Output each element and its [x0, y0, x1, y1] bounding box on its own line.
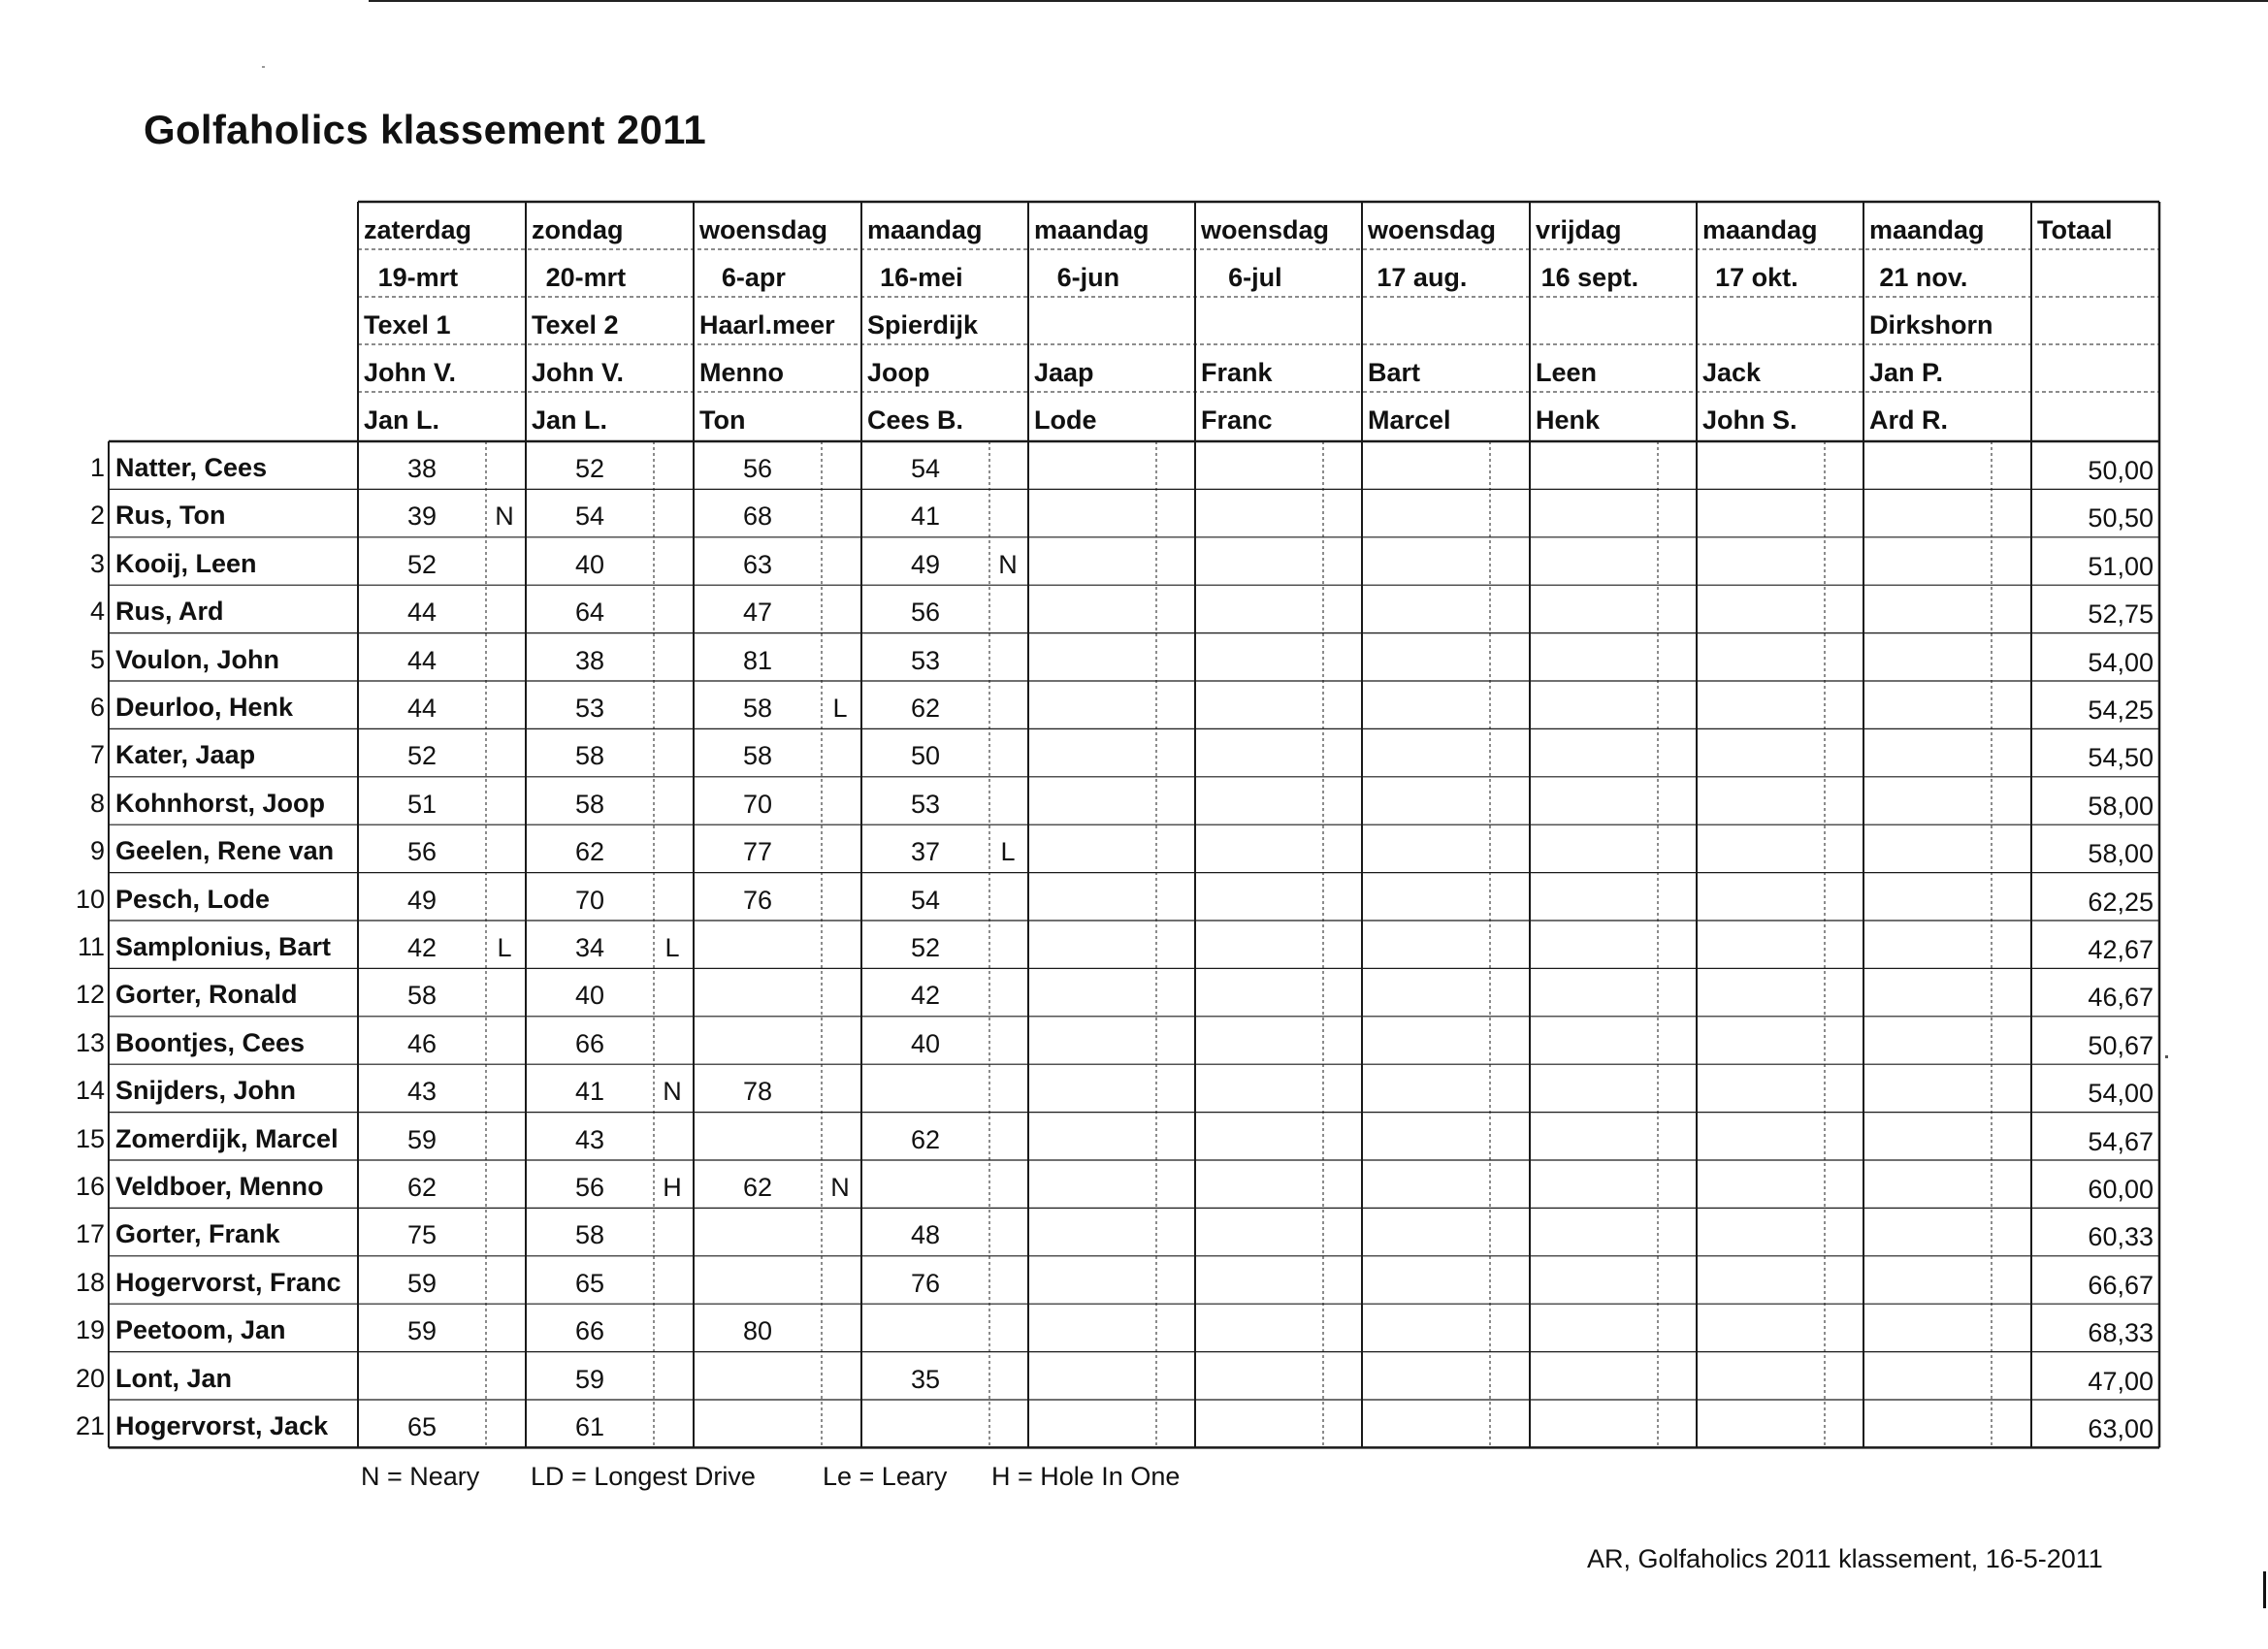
score-cell: 44 — [406, 694, 437, 723]
total-score: 68,33 — [2088, 1318, 2154, 1348]
score-cell: 65 — [406, 1412, 437, 1441]
total-score: 58,00 — [2088, 839, 2154, 869]
player-name: Natter, Cees — [115, 453, 268, 482]
score-cell: 42 — [910, 981, 941, 1011]
score-cell: 56 — [574, 1173, 605, 1202]
column-day: vrijdag — [1536, 215, 1622, 244]
score-cell: 54 — [910, 454, 941, 483]
total-score: 51,00 — [2088, 551, 2154, 581]
score-cell: 54 — [574, 501, 605, 532]
player-name: Gorter, Ronald — [115, 980, 298, 1010]
player-name: Rus, Ton — [115, 501, 226, 531]
total-score: 60,33 — [2088, 1222, 2154, 1252]
rank-number: 14 — [76, 1076, 106, 1106]
player-name: Kohnhorst, Joop — [115, 788, 325, 818]
score-cell: 80 — [742, 1316, 773, 1346]
column-organizer-2: John S. — [1702, 405, 1798, 435]
total-score: 60,00 — [2088, 1175, 2154, 1204]
award-mark: N — [663, 1077, 682, 1107]
score-cell: 76 — [742, 885, 773, 915]
rank-number: 8 — [89, 788, 105, 818]
column-day: woensdag — [699, 215, 828, 244]
legend-neary: N = Neary — [361, 1462, 480, 1491]
score-cell: 34 — [574, 933, 605, 962]
rank-number: 2 — [89, 501, 105, 531]
score-cell: 40 — [910, 1028, 941, 1058]
column-day: woensdag — [1368, 215, 1497, 244]
rank-number: 21 — [76, 1411, 106, 1440]
player-name: Zomerdijk, Marcel — [115, 1123, 339, 1153]
score-cell: 41 — [574, 1077, 605, 1107]
total-score: 63,00 — [2088, 1414, 2154, 1443]
score-cell: 59 — [406, 1124, 437, 1154]
score-cell: 56 — [910, 598, 941, 628]
rank-number: 3 — [89, 548, 105, 578]
column-day: maandag — [1702, 215, 1818, 244]
score-cell: 75 — [406, 1220, 437, 1250]
column-organizer-1: Jaap — [1034, 358, 1094, 387]
player-name: Snijders, John — [115, 1076, 297, 1106]
score-cell: 40 — [574, 549, 605, 579]
column-day: maandag — [1869, 215, 1985, 244]
column-date: 21 nov. — [1879, 263, 1968, 292]
score-cell: 62 — [742, 1173, 773, 1202]
score-cell: 43 — [574, 1124, 605, 1154]
total-score: 50,00 — [2088, 456, 2154, 485]
column-day: maandag — [1034, 215, 1150, 244]
total-score: 46,67 — [2088, 983, 2154, 1013]
legend-hole-in-one: H = Hole In One — [991, 1462, 1181, 1491]
score-cell: 56 — [742, 454, 773, 483]
column-organizer-2: Marcel — [1368, 405, 1451, 435]
total-score: 54,00 — [2088, 647, 2154, 677]
score-cell: 62 — [574, 837, 605, 867]
score-cell: 59 — [406, 1268, 437, 1298]
score-cell: 62 — [910, 694, 941, 723]
score-cell: 52 — [574, 454, 605, 483]
rank-number: 10 — [76, 884, 106, 914]
score-cell: 39 — [406, 501, 437, 532]
award-mark: H — [663, 1173, 682, 1202]
total-header: Totaal — [2037, 215, 2113, 244]
rank-number: 13 — [76, 1027, 106, 1057]
rank-number: 7 — [89, 740, 105, 770]
column-organizer-2: Jan L. — [532, 405, 608, 435]
player-name: Voulon, John — [115, 644, 279, 674]
column-day: zondag — [532, 215, 624, 244]
column-organizer-1: John V. — [532, 358, 625, 387]
score-cell: 50 — [910, 741, 941, 771]
page-title: Golfaholics klassement 2011 — [144, 107, 707, 152]
rank-number: 11 — [77, 932, 105, 961]
player-name: Kater, Jaap — [115, 740, 256, 770]
column-date: 6-apr — [721, 263, 786, 292]
total-score: 54,00 — [2088, 1079, 2154, 1109]
player-name: Lont, Jan — [115, 1363, 232, 1393]
total-score: 54,67 — [2088, 1126, 2154, 1156]
rank-number: 5 — [89, 644, 105, 674]
score-cell: 58 — [574, 741, 605, 771]
score-cell: 49 — [406, 885, 437, 915]
score-cell: 52 — [406, 549, 437, 579]
award-mark: L — [1000, 837, 1016, 867]
score-cell: 44 — [406, 598, 437, 628]
column-date: 17 okt. — [1715, 263, 1798, 292]
rank-number: 18 — [76, 1267, 106, 1297]
score-cell: 64 — [574, 598, 605, 628]
player-name: Boontjes, Cees — [115, 1027, 306, 1057]
column-organizer-1: John V. — [364, 358, 457, 387]
rank-number: 9 — [89, 836, 105, 866]
player-name: Hogervorst, Jack — [115, 1411, 329, 1440]
total-score: 54,50 — [2088, 743, 2154, 773]
total-score: 47,00 — [2088, 1366, 2154, 1396]
score-cell: 58 — [406, 981, 437, 1011]
award-mark: N — [830, 1173, 850, 1202]
column-date: 17 aug. — [1377, 263, 1468, 292]
footer-note: AR, Golfaholics 2011 klassement, 16-5-2011 — [1587, 1544, 2103, 1573]
column-date: 19-mrt — [377, 263, 459, 292]
column-date: 16 sept. — [1540, 263, 1639, 292]
player-name: Samplonius, Bart — [115, 932, 332, 961]
score-cell: 77 — [742, 837, 773, 867]
column-organizer-1: Leen — [1536, 358, 1598, 387]
score-cell: 53 — [910, 645, 941, 675]
award-mark: L — [497, 933, 512, 962]
score-cell: 51 — [406, 789, 437, 819]
award-mark: N — [495, 501, 514, 532]
total-score: 66,67 — [2088, 1270, 2154, 1300]
award-mark: L — [664, 933, 680, 962]
score-cell: 62 — [406, 1173, 437, 1202]
total-score: 54,25 — [2088, 695, 2154, 725]
player-name: Pesch, Lode — [115, 884, 271, 914]
column-organizer-1: Jan P. — [1869, 358, 1944, 387]
score-cell: 59 — [574, 1364, 605, 1394]
total-score: 52,75 — [2088, 599, 2154, 630]
column-organizer-2: Jan L. — [364, 405, 440, 435]
score-cell: 70 — [742, 789, 773, 819]
total-score: 42,67 — [2088, 935, 2154, 964]
score-cell: 70 — [574, 885, 605, 915]
score-cell: 38 — [574, 645, 605, 675]
score-cell: 58 — [574, 789, 605, 819]
rank-number: 12 — [76, 980, 106, 1010]
column-organizer-1: Jack — [1702, 358, 1762, 387]
rank-number: 20 — [76, 1363, 106, 1393]
score-cell: 61 — [574, 1412, 605, 1441]
column-organizer-2: Henk — [1536, 405, 1601, 435]
player-name: Rus, Ard — [115, 597, 224, 627]
score-cell: 38 — [406, 454, 437, 483]
legend-longest-drive: LD = Longest Drive — [531, 1462, 756, 1491]
total-score: 62,25 — [2088, 887, 2154, 917]
score-cell: 66 — [574, 1028, 605, 1058]
column-organizer-2: Cees B. — [867, 405, 964, 435]
score-cell: 62 — [910, 1124, 941, 1154]
award-mark: L — [832, 694, 848, 723]
player-name: Deurloo, Henk — [115, 693, 294, 722]
score-cell: 43 — [406, 1077, 437, 1107]
score-cell: 37 — [910, 837, 941, 867]
award-mark: N — [998, 549, 1018, 579]
column-organizer-1: Bart — [1368, 358, 1421, 387]
score-cell: 76 — [910, 1268, 941, 1298]
rank-number: 4 — [89, 597, 105, 627]
player-name: Gorter, Frank — [115, 1219, 280, 1249]
column-date: 20-mrt — [545, 263, 627, 292]
score-cell: 58 — [742, 694, 773, 723]
score-cell: 44 — [406, 645, 437, 675]
score-cell: 65 — [574, 1268, 605, 1298]
score-cell: 58 — [742, 741, 773, 771]
player-name: Veldboer, Menno — [115, 1172, 324, 1201]
score-cell: 81 — [742, 645, 773, 675]
player-name: Kooij, Leen — [115, 548, 257, 578]
player-name: Hogervorst, Franc — [115, 1267, 341, 1297]
column-day: zaterdag — [364, 215, 472, 244]
score-cell: 48 — [910, 1220, 941, 1250]
score-cell: 63 — [742, 549, 773, 579]
score-cell: 54 — [910, 885, 941, 915]
score-cell: 49 — [910, 549, 941, 579]
total-score: 50,67 — [2088, 1030, 2154, 1060]
column-date: 6-jun — [1056, 263, 1120, 292]
score-cell: 53 — [574, 694, 605, 723]
column-organizer-2: Ard R. — [1869, 405, 1948, 435]
column-day: woensdag — [1201, 215, 1330, 244]
column-organizer-2: Ton — [699, 405, 746, 435]
score-cell: 47 — [742, 598, 773, 628]
rank-number: 17 — [76, 1219, 106, 1249]
score-cell: 56 — [406, 837, 437, 867]
column-location: Texel 1 — [364, 310, 451, 340]
score-cell: 41 — [910, 501, 941, 532]
column-organizer-2: Franc — [1201, 405, 1273, 435]
column-location: Spierdijk — [867, 310, 979, 340]
total-score: 58,00 — [2088, 791, 2154, 821]
score-cell: 46 — [406, 1028, 437, 1058]
player-name: Geelen, Rene van — [115, 836, 335, 866]
rank-number: 1 — [89, 453, 105, 482]
score-cell: 52 — [910, 933, 941, 962]
player-name: Peetoom, Jan — [115, 1315, 286, 1345]
score-cell: 58 — [574, 1220, 605, 1250]
score-cell: 66 — [574, 1316, 605, 1346]
rank-number: 16 — [76, 1172, 106, 1201]
column-organizer-1: Menno — [699, 358, 784, 387]
score-cell: 78 — [742, 1077, 773, 1107]
column-day: maandag — [867, 215, 983, 244]
column-organizer-1: Frank — [1201, 358, 1273, 387]
score-cell: 42 — [406, 933, 437, 962]
score-cell: 68 — [742, 501, 773, 532]
score-cell: 40 — [574, 981, 605, 1011]
rank-number: 6 — [89, 693, 105, 722]
score-cell: 52 — [406, 741, 437, 771]
legend-leary: Le = Leary — [823, 1462, 948, 1491]
column-organizer-1: Joop — [867, 358, 930, 387]
score-cell: 35 — [910, 1364, 941, 1394]
column-location: Texel 2 — [532, 310, 619, 340]
score-cell: 59 — [406, 1316, 437, 1346]
rank-number: 15 — [76, 1123, 106, 1153]
column-date: 16-mei — [880, 263, 963, 292]
score-cell: 53 — [910, 789, 941, 819]
column-location: Dirkshorn — [1869, 310, 1993, 340]
column-date: 6-jul — [1228, 263, 1282, 292]
rank-number: 19 — [76, 1315, 106, 1345]
column-location: Haarl.meer — [699, 310, 835, 340]
column-organizer-2: Lode — [1034, 405, 1097, 435]
total-score: 50,50 — [2088, 503, 2154, 534]
